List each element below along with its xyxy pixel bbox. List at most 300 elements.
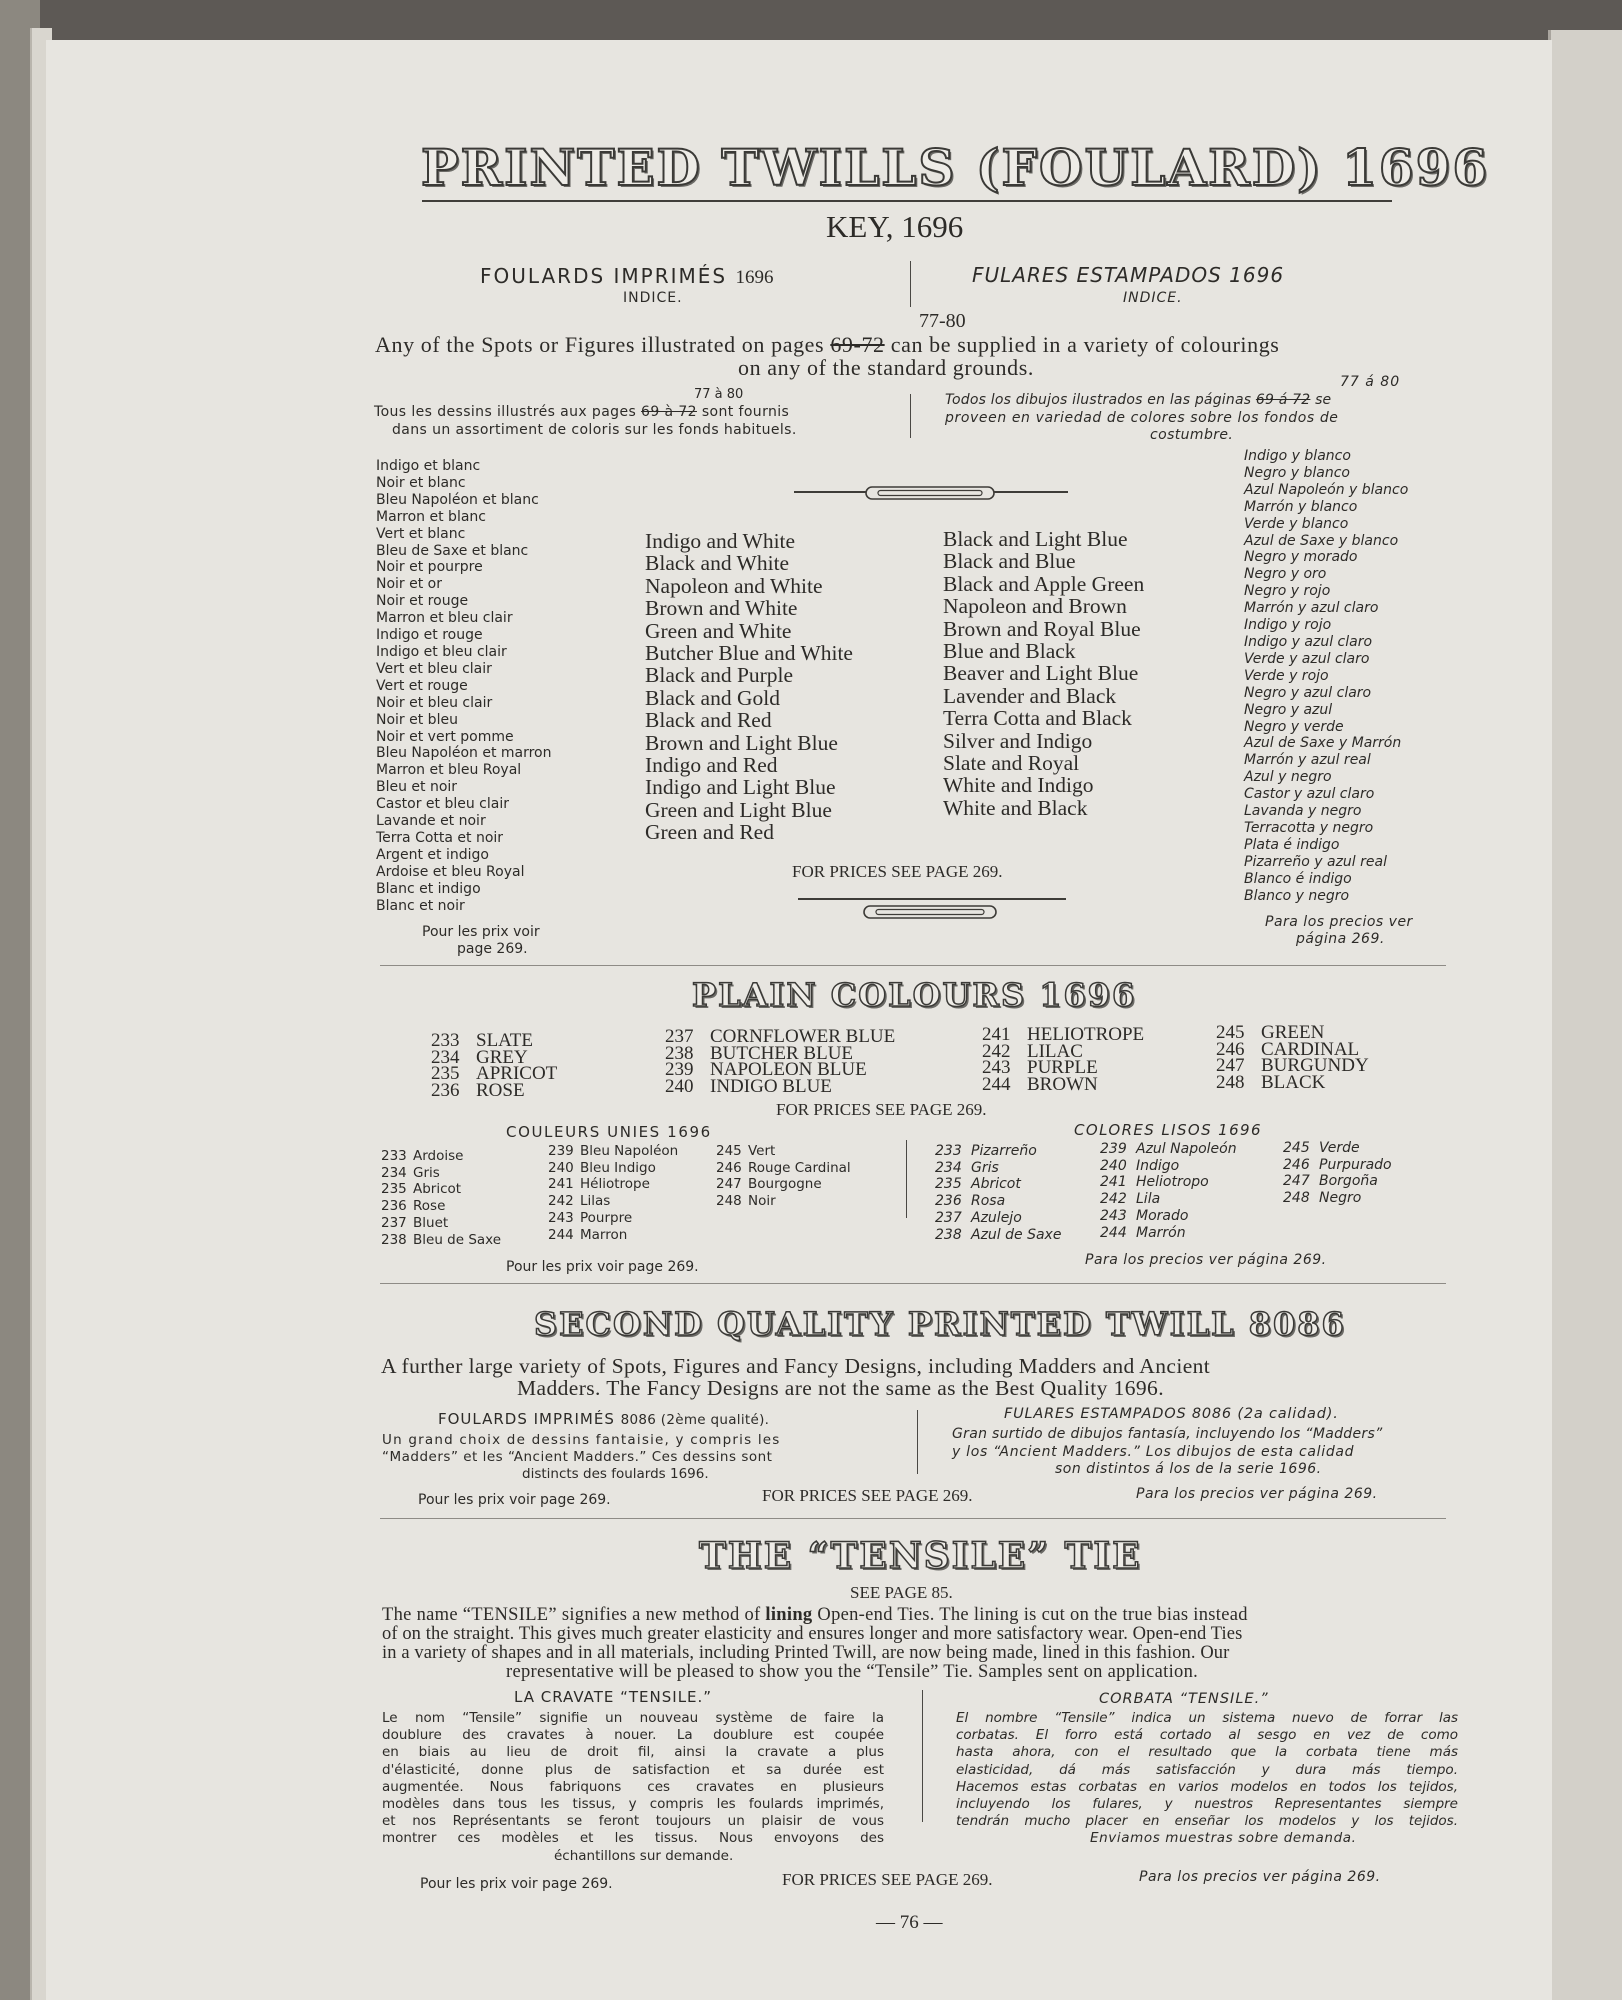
plain-colour-row (431, 1080, 557, 1102)
fr-indice: INDICE. (623, 290, 683, 306)
plain-colour-name: BLACK (1261, 1072, 1326, 1094)
colour-en-item: Indigo and Light Blue (645, 775, 836, 800)
colour-fr-item: Noir et pourpre (376, 559, 483, 576)
plain-colour-number: 245 (1216, 1022, 1245, 1043)
intro-fr-pages-new: 77 à 80 (694, 387, 744, 402)
colour-en-item: Black and Purple (645, 663, 794, 688)
fr-heading-num: 1696 (735, 267, 774, 288)
es-indice: INDICE. (1123, 290, 1183, 306)
second-line1: A further large variety of Spots, Figures and Fancy Designs, including Madders and Ancient (381, 1354, 1211, 1378)
plain-colour-number: 234 (381, 1164, 407, 1181)
tensile-es-body (956, 1710, 1458, 1830)
plain-colour-number: 246 (1283, 1156, 1310, 1173)
plain-colour-number: 244 (982, 1074, 1011, 1096)
plain-en-prices: FOR PRICES SEE PAGE 269. (776, 1100, 987, 1119)
plain-colour-row (1283, 1140, 1392, 1157)
plain-colour-row (1216, 1072, 1369, 1094)
colour-fr-item: Marron et blanc (376, 508, 486, 525)
colour-en-item: Blue and Black (943, 639, 1076, 664)
plain-fr-col1 (381, 1148, 501, 1248)
colour-es-item: Blanco é indigo (1244, 870, 1352, 887)
colour-fr-item: Vert et rouge (376, 677, 468, 694)
intro-es-line2: proveen en variedad de colores sobre los fondos de (945, 410, 1339, 426)
es-price-line1: Para los precios ver (1265, 914, 1413, 930)
colour-es-item: Azul de Saxe y blanco (1244, 532, 1399, 549)
colour-en-item: White and Indigo (943, 773, 1094, 798)
plain-colour-name: Ardoise (413, 1148, 464, 1164)
plain-colour-row (1283, 1190, 1392, 1207)
plain-colour-name: Heliotropo (1136, 1174, 1209, 1191)
fr-price-line1: Pour les prix voir (422, 924, 540, 940)
plain-colour-row (935, 1160, 1061, 1177)
plain-colour-name: Pourpre (580, 1209, 633, 1226)
plain-en-col3 (982, 1024, 1145, 1096)
tensile-es-line: tendrán mucho placer en enseñar los modelos y los tejidos. (956, 1813, 1458, 1830)
plain-colour-number: 236 (381, 1198, 407, 1215)
tensile-p1a: The name “TENSILE” signifies a new method of (382, 1605, 761, 1625)
plain-colour-name: Noir (748, 1193, 776, 1210)
ornament-divider-bottom (798, 896, 1066, 920)
plain-colour-row (935, 1193, 1061, 1210)
plain-es-prices: Para los precios ver página 269. (1085, 1252, 1327, 1268)
colour-en-item: Indigo and Red (645, 753, 778, 778)
plain-colour-name: Bleu Napoléon (580, 1143, 679, 1159)
colour-en-item: Green and Light Blue (645, 797, 832, 822)
colour-en-item: Beaver and Light Blue (943, 661, 1139, 686)
plain-colour-name: Abricot (971, 1176, 1021, 1193)
colour-fr-item: Vert et bleu clair (376, 660, 492, 677)
plain-colour-name: Verde (1319, 1140, 1360, 1156)
plain-colour-row (1100, 1158, 1237, 1175)
plain-colour-row (381, 1232, 501, 1249)
colour-fr-item: Blanc et noir (376, 897, 465, 914)
colour-es-item: Negro y morado (1244, 549, 1358, 566)
plain-colour-number: 233 (431, 1030, 460, 1051)
plain-colour-row (548, 1160, 678, 1177)
plain-colour-row (935, 1176, 1061, 1193)
tensile-line3: in a variety of shapes and in all materials, including Printed Twill, are now being made, lined in this fashion. Our (382, 1643, 1230, 1663)
key-heading: KEY, 1696 (826, 209, 964, 244)
tensile-fr-line: Le nom “Tensile” signifie un nouveau système de faire la (382, 1710, 884, 1726)
colour-en-item: Green and White (645, 618, 792, 643)
colour-es-item: Negro y blanco (1244, 464, 1350, 481)
colour-es-item: Negro y rojo (1244, 583, 1331, 600)
plain-colour-number: 234 (431, 1046, 460, 1068)
plain-colour-name: GREY (476, 1046, 528, 1068)
plain-colour-row (548, 1176, 678, 1193)
colour-fr-item: Bleu de Saxe et blanc (376, 542, 529, 559)
colour-en-item: Black and Red (645, 708, 772, 733)
plain-colour-row (1100, 1191, 1237, 1208)
second-es-heading: FULARES ESTAMPADOS 8086 (2a calidad). (1004, 1406, 1339, 1422)
plain-colour-row (381, 1181, 501, 1198)
colour-es-item: Terracotta y negro (1244, 819, 1374, 836)
plain-colour-number: 237 (935, 1209, 962, 1226)
colour-en-item: Indigo and White (645, 529, 796, 553)
colour-en-item: Silver and Indigo (943, 728, 1093, 753)
colour-fr-item: Noir et rouge (376, 593, 469, 610)
plain-colour-number: 238 (381, 1231, 407, 1248)
colour-fr-item: Terra Cotta et noir (376, 829, 504, 846)
plain-colour-number: 241 (548, 1176, 574, 1193)
colours-fr-list (376, 458, 586, 914)
second-fr-line2: “Madders” et les “Ancient Madders.” Ces dessins sont (382, 1449, 773, 1465)
plain-colour-row (548, 1193, 678, 1210)
intro-fr-part2: sont fournis (701, 404, 790, 420)
plain-colour-row (1100, 1174, 1237, 1191)
intro-es-part1: Todos los dibujos ilustrados en las páginas (945, 392, 1252, 408)
colour-es-item: Lavanda y negro (1244, 803, 1362, 820)
plain-colour-number: 235 (431, 1063, 460, 1085)
plain-colour-row (381, 1148, 501, 1165)
colour-es-item: Negro y verde (1244, 718, 1344, 735)
intro-divider (910, 394, 911, 438)
intro-es-line3: costumbre. (1150, 427, 1234, 443)
colours-en-col2 (943, 528, 1144, 819)
es-heading: FULARES ESTAMPADOS 1696 (972, 263, 1285, 287)
colour-es-item: Negro y azul claro (1244, 684, 1372, 701)
intro-pages-old: 69-72 (830, 332, 885, 357)
colour-es-item: Azul Napoleón y blanco (1244, 481, 1409, 498)
colour-en-item: Black and Apple Green (943, 571, 1145, 596)
plain-colour-name: Purpurado (1319, 1156, 1392, 1173)
tensile-en-prices: FOR PRICES SEE PAGE 269. (782, 1870, 993, 1889)
plain-colour-row (935, 1143, 1061, 1160)
heading-divider (910, 261, 911, 307)
tensile-fr-title: LA CRAVATE “TENSILE.” (514, 1688, 713, 1706)
colour-es-item: Negro y oro (1244, 566, 1327, 583)
colour-en-item: Brown and Royal Blue (943, 616, 1141, 641)
plain-colour-name: Bleu Indigo (580, 1159, 656, 1176)
colour-fr-item: Marron et bleu clair (376, 610, 513, 627)
tensile-line1 (382, 1605, 1248, 1625)
plain-en-col1 (431, 1030, 558, 1102)
plain-colour-name: CORNFLOWER BLUE (710, 1026, 896, 1047)
tensile-es-line: hasta ahora, con el resultado que la corbata tiene más (956, 1744, 1458, 1761)
plain-colour-row (1283, 1173, 1392, 1190)
page-number: — 76 — (876, 1912, 943, 1933)
plain-colour-number: 239 (1100, 1141, 1127, 1157)
colour-fr-item: Indigo et bleu clair (376, 643, 507, 660)
intro-es-line1 (945, 392, 1331, 408)
colour-en-item: Black and Light Blue (943, 527, 1128, 551)
colour-en-item: Butcher Blue and White (645, 641, 853, 666)
facing-page-edge (1548, 30, 1622, 2000)
title-rule (422, 200, 1392, 202)
plain-colour-number: 233 (935, 1143, 962, 1159)
colour-es-item: Plata é indigo (1244, 836, 1340, 853)
plain-es-col1 (935, 1143, 1061, 1243)
fr-heading-text: FOULARDS IMPRIMÉS (480, 264, 728, 288)
colours-en-col1 (645, 530, 853, 844)
second-es-prices: Para los precios ver página 269. (1136, 1486, 1378, 1502)
second-es-line3: son distintos á los de la serie 1696. (1055, 1461, 1322, 1477)
tensile-es-line: incluyendo los fulares, y nuestros Representantes siempre (956, 1796, 1458, 1813)
colour-es-item: Azul y negro (1244, 769, 1332, 786)
colour-en-item: Black and Blue (943, 549, 1076, 574)
plain-colour-number: 236 (935, 1193, 962, 1210)
colour-es-item: Verde y rojo (1244, 667, 1329, 684)
plain-colour-number: 239 (665, 1059, 694, 1081)
plain-colour-number: 235 (381, 1181, 407, 1198)
plain-es-title: COLORES LISOS 1696 (1074, 1121, 1262, 1139)
colour-fr-item: Castor et bleu clair (376, 796, 509, 813)
plain-colour-name: BUTCHER BLUE (710, 1042, 854, 1064)
colour-en-item: Black and Gold (645, 685, 780, 710)
plain-colour-name: Rosa (971, 1193, 1006, 1210)
colour-es-item: Negro y azul (1244, 701, 1333, 718)
plain-colour-number: 233 (381, 1148, 407, 1164)
plain-colour-name: Bluet (413, 1214, 449, 1231)
section-rule-2 (380, 1283, 1446, 1284)
tensile-fr-line: en biais au lieu de droit fil, ainsi la cravate a plus (382, 1744, 884, 1761)
es-price-line2: página 269. (1296, 931, 1385, 947)
plain-colour-number: 247 (1283, 1173, 1310, 1190)
colour-es-item: Pizarreño y azul real (1244, 853, 1387, 870)
plain-colour-number: 242 (1100, 1191, 1127, 1208)
plain-colour-number: 245 (716, 1143, 742, 1159)
plain-colour-name: Negro (1319, 1190, 1362, 1207)
second-fr-line3: distincts des foulards 1696. (522, 1466, 709, 1482)
plain-colour-number: 241 (982, 1024, 1011, 1045)
plain-colour-name: LILAC (1027, 1040, 1083, 1062)
plain-colour-row (1283, 1157, 1392, 1174)
plain-colour-row (935, 1210, 1061, 1227)
plain-fr-col3 (716, 1143, 851, 1210)
plain-colour-name: Héliotrope (580, 1176, 650, 1193)
colour-fr-item: Argent et indigo (376, 846, 489, 863)
intro-es-pages-old: 69 á 72 (1255, 392, 1311, 408)
plain-colour-number: 234 (935, 1159, 962, 1176)
plain-colour-row (716, 1160, 851, 1177)
tensile-es-line: corbatas. El forro está cortado al sesgo en vez de como (956, 1727, 1458, 1744)
intro-part1: Any of the Spots or Figures illustrated on pages (375, 332, 825, 357)
colour-fr-item: Bleu et noir (376, 779, 458, 796)
colour-es-item: Verde y blanco (1244, 515, 1349, 532)
plain-colour-name: Azul de Saxe (971, 1226, 1062, 1243)
intro-es-pages-new: 77 á 80 (1340, 374, 1401, 390)
colour-en-item: Napoleon and Brown (943, 594, 1127, 619)
plain-colour-number: 246 (1216, 1038, 1245, 1060)
plain-colour-number: 240 (665, 1076, 694, 1098)
plain-fr-prices: Pour les prix voir page 269. (506, 1259, 699, 1275)
intro-fr-line2: dans un assortiment de coloris sur les fonds habituels. (392, 422, 797, 438)
plain-colour-name: Gris (971, 1159, 999, 1176)
plain-colour-row (716, 1143, 851, 1160)
plain-colour-number: 238 (935, 1226, 962, 1243)
plain-en-col2 (665, 1026, 896, 1098)
plain-colour-name: Borgoña (1319, 1173, 1378, 1190)
ornament-divider-top (794, 482, 1068, 506)
plain-colour-row (665, 1076, 895, 1098)
colour-es-item: Blanco y negro (1244, 887, 1350, 904)
colour-es-item: Castor y azul claro (1244, 786, 1375, 803)
colour-es-item: Indigo y blanco (1244, 448, 1351, 464)
colours-es-list (1244, 448, 1464, 904)
plain-colour-row (381, 1165, 501, 1182)
colour-fr-item: Bleu Napoléon et marron (376, 745, 552, 762)
plain-colour-row (381, 1215, 501, 1232)
colour-fr-item: Noir et bleu (376, 711, 458, 728)
plain-fr-col2 (548, 1143, 678, 1243)
section-rule-1 (380, 965, 1446, 966)
plain-colour-name: Lila (1136, 1191, 1161, 1208)
colour-fr-item: Indigo et rouge (376, 627, 483, 644)
plain-colour-row (548, 1210, 678, 1227)
plain-colour-name: NAPOLEON BLUE (710, 1059, 867, 1081)
second-es-line2: y los “Ancient Madders.” Los dibujos de esta calidad (952, 1444, 1355, 1460)
plain-colour-name: CARDINAL (1261, 1038, 1360, 1060)
intro-line2: on any of the standard grounds. (738, 355, 1034, 380)
page-title: PRINTED TWILLS (FOULARD) 1696 (421, 138, 1490, 197)
tensile-es-prices: Para los precios ver página 269. (1139, 1869, 1381, 1885)
second-divider (917, 1410, 918, 1474)
plain-colour-number: 238 (665, 1042, 694, 1064)
plain-colour-number: 242 (548, 1193, 574, 1210)
plain-colour-row (548, 1227, 678, 1244)
colour-en-item: Napoleon and White (645, 573, 823, 598)
colour-es-item: Azul de Saxe y Marrón (1244, 735, 1402, 752)
second-fr-heading-text: FOULARDS IMPRIMÉS (438, 1410, 615, 1428)
plain-colour-name: Azulejo (971, 1209, 1022, 1226)
plain-colour-name: PURPLE (1027, 1057, 1098, 1079)
tensile-fr-last: échantillons sur demande. (554, 1848, 734, 1864)
plain-colour-name: Lilas (580, 1193, 611, 1210)
colour-en-item: Black and White (645, 551, 790, 576)
colour-en-item: Brown and White (645, 596, 798, 621)
plain-colour-row (1100, 1225, 1237, 1242)
tensile-line4: representative will be pleased to show you the “Tensile” Tie. Samples sent on application. (506, 1662, 1199, 1682)
plain-colour-number: 237 (381, 1214, 407, 1231)
tensile-fr-line: et nos Représentants se feront toujours un plaisir de vous (382, 1813, 884, 1830)
plain-colour-name: BROWN (1027, 1074, 1098, 1096)
plain-colour-row (1100, 1208, 1237, 1225)
plain-en-col4 (1216, 1022, 1369, 1094)
tensile-p1b: lining (765, 1605, 813, 1625)
tensile-es-line: elasticidad, dá más satisfacción y dura más tiempo. (956, 1761, 1458, 1778)
colour-en-item: Terra Cotta and Black (943, 706, 1132, 731)
tensile-es-title: CORBATA “TENSILE.” (1099, 1691, 1269, 1707)
colour-fr-item: Noir et or (376, 576, 443, 593)
tensile-divider (922, 1690, 923, 1822)
colour-es-item: Marrón y azul claro (1244, 600, 1379, 617)
plain-colour-name: BURGUNDY (1261, 1055, 1369, 1077)
tensile-es-line: Hacemos estas corbatas en varios modelos en todos los tejidos, (956, 1778, 1458, 1795)
tensile-title: THE “TENSILE” TIE (699, 1535, 1142, 1577)
colour-fr-item: Vert et blanc (376, 525, 466, 542)
second-es-line1: Gran surtido de dibujos fantasía, incluyendo los “Madders” (952, 1426, 1383, 1442)
colour-fr-item: Lavande et noir (376, 813, 486, 830)
plain-colour-row (381, 1198, 501, 1215)
plain-colour-number: 240 (548, 1159, 574, 1176)
intro-fr-part1: Tous les dessins illustrés aux pages (374, 404, 637, 420)
colour-en-item: Slate and Royal (943, 751, 1080, 776)
plain-es-col2 (1100, 1141, 1237, 1241)
colour-fr-item: Bleu Napoléon et blanc (376, 491, 539, 508)
plain-colour-number: 242 (982, 1040, 1011, 1062)
tensile-fr-line: modèles dans tous les tissus, y compris les foulards imprimés, (382, 1796, 884, 1813)
plain-colours-title: PLAIN COLOURS 1696 (692, 976, 1137, 1014)
plain-colour-name: Rose (413, 1198, 446, 1215)
plain-colour-name: Marrón (1136, 1224, 1186, 1241)
second-en-prices: FOR PRICES SEE PAGE 269. (762, 1486, 973, 1505)
plain-colour-name: Bourgogne (748, 1176, 822, 1193)
tensile-fr-line: d'élasticité, donne plus de satisfaction et sa durée est (382, 1761, 884, 1778)
plain-colour-name: Azul Napoleón (1136, 1141, 1237, 1157)
tensile-fr-body (382, 1710, 884, 1848)
tensile-es-last: Enviamos muestras sobre demanda. (1090, 1830, 1357, 1846)
en-prices: FOR PRICES SEE PAGE 269. (792, 862, 1003, 881)
plain-colour-number: 247 (716, 1176, 742, 1193)
plain-colour-number: 243 (982, 1057, 1011, 1079)
colour-en-item: Green and Red (645, 820, 774, 845)
plain-colour-number: 246 (716, 1159, 742, 1176)
plain-colour-name: Gris (413, 1164, 440, 1181)
plain-colour-name: HELIOTROPE (1027, 1024, 1145, 1045)
colour-fr-item: Noir et bleu clair (376, 694, 493, 711)
plain-es-col3 (1283, 1140, 1392, 1207)
plain-colour-number: 239 (548, 1143, 574, 1159)
plain-colour-name: ROSE (476, 1080, 525, 1102)
plain-divider (906, 1140, 907, 1218)
plain-colour-name: Bleu de Saxe (413, 1231, 502, 1248)
colour-es-item: Marrón y azul real (1244, 752, 1371, 769)
second-fr-heading (438, 1410, 769, 1428)
colour-es-item: Verde y azul claro (1244, 650, 1370, 667)
plain-colour-number: 247 (1216, 1055, 1245, 1077)
plain-colour-name: Marron (580, 1226, 628, 1243)
intro-pages-new: 77-80 (919, 310, 966, 332)
plain-colour-name: Pizarreño (971, 1143, 1037, 1159)
intro-fr-line1 (374, 404, 789, 420)
plain-colour-name: Rouge Cardinal (748, 1159, 851, 1176)
plain-colour-number: 245 (1283, 1140, 1310, 1156)
plain-colour-row (935, 1227, 1061, 1244)
colour-fr-item: Noir et blanc (376, 474, 466, 491)
plain-colour-row (1100, 1141, 1237, 1158)
colour-fr-item: Ardoise et bleu Royal (376, 863, 525, 880)
plain-colour-row (716, 1176, 851, 1193)
tensile-p1c: Open-end Ties. The lining is cut on the true bias instead (817, 1605, 1248, 1625)
plain-colour-number: 248 (716, 1193, 742, 1210)
plain-colour-number: 237 (665, 1026, 694, 1047)
tensile-line2: of on the straight. This gives much greater elasticity and ensures longer and more satisfactory wear. Open-end Ties (382, 1624, 1243, 1644)
intro-es-part2: se (1315, 392, 1332, 408)
tensile-es-line: El nombre “Tensile” indica un sistema nuevo de forrar las (956, 1710, 1458, 1726)
fr-price-line2: page 269. (457, 941, 528, 957)
plain-colour-row (716, 1193, 851, 1210)
colour-es-item: Indigo y azul claro (1244, 633, 1373, 650)
fr-heading (480, 264, 773, 289)
second-fr-heading-sub: 8086 (2ème qualité). (620, 1412, 770, 1428)
colour-fr-item: Noir et vert pomme (376, 728, 514, 745)
intro-fr-pages-old: 69 à 72 (641, 404, 697, 420)
plain-colour-number: 241 (1100, 1174, 1127, 1191)
colour-en-item: Brown and Light Blue (645, 730, 838, 755)
second-line2: Madders. The Fancy Designs are not the same as the Best Quality 1696. (517, 1376, 1164, 1400)
second-fr-line1: Un grand choix de dessins fantaisie, y compris les (382, 1432, 781, 1448)
plain-colour-name: GREEN (1261, 1022, 1325, 1043)
section-rule-3 (380, 1518, 1446, 1519)
plain-colour-number: 243 (548, 1209, 574, 1226)
colour-fr-item: Blanc et indigo (376, 880, 481, 897)
colour-en-item: White and Black (943, 795, 1088, 820)
plain-colour-row (548, 1143, 678, 1160)
plain-colour-name: Morado (1136, 1207, 1189, 1224)
tensile-fr-line: doublure des cravates à nouer. La doublure est coupée (382, 1727, 884, 1744)
catalog-page (46, 40, 1552, 2000)
plain-colour-number: 248 (1283, 1190, 1310, 1207)
